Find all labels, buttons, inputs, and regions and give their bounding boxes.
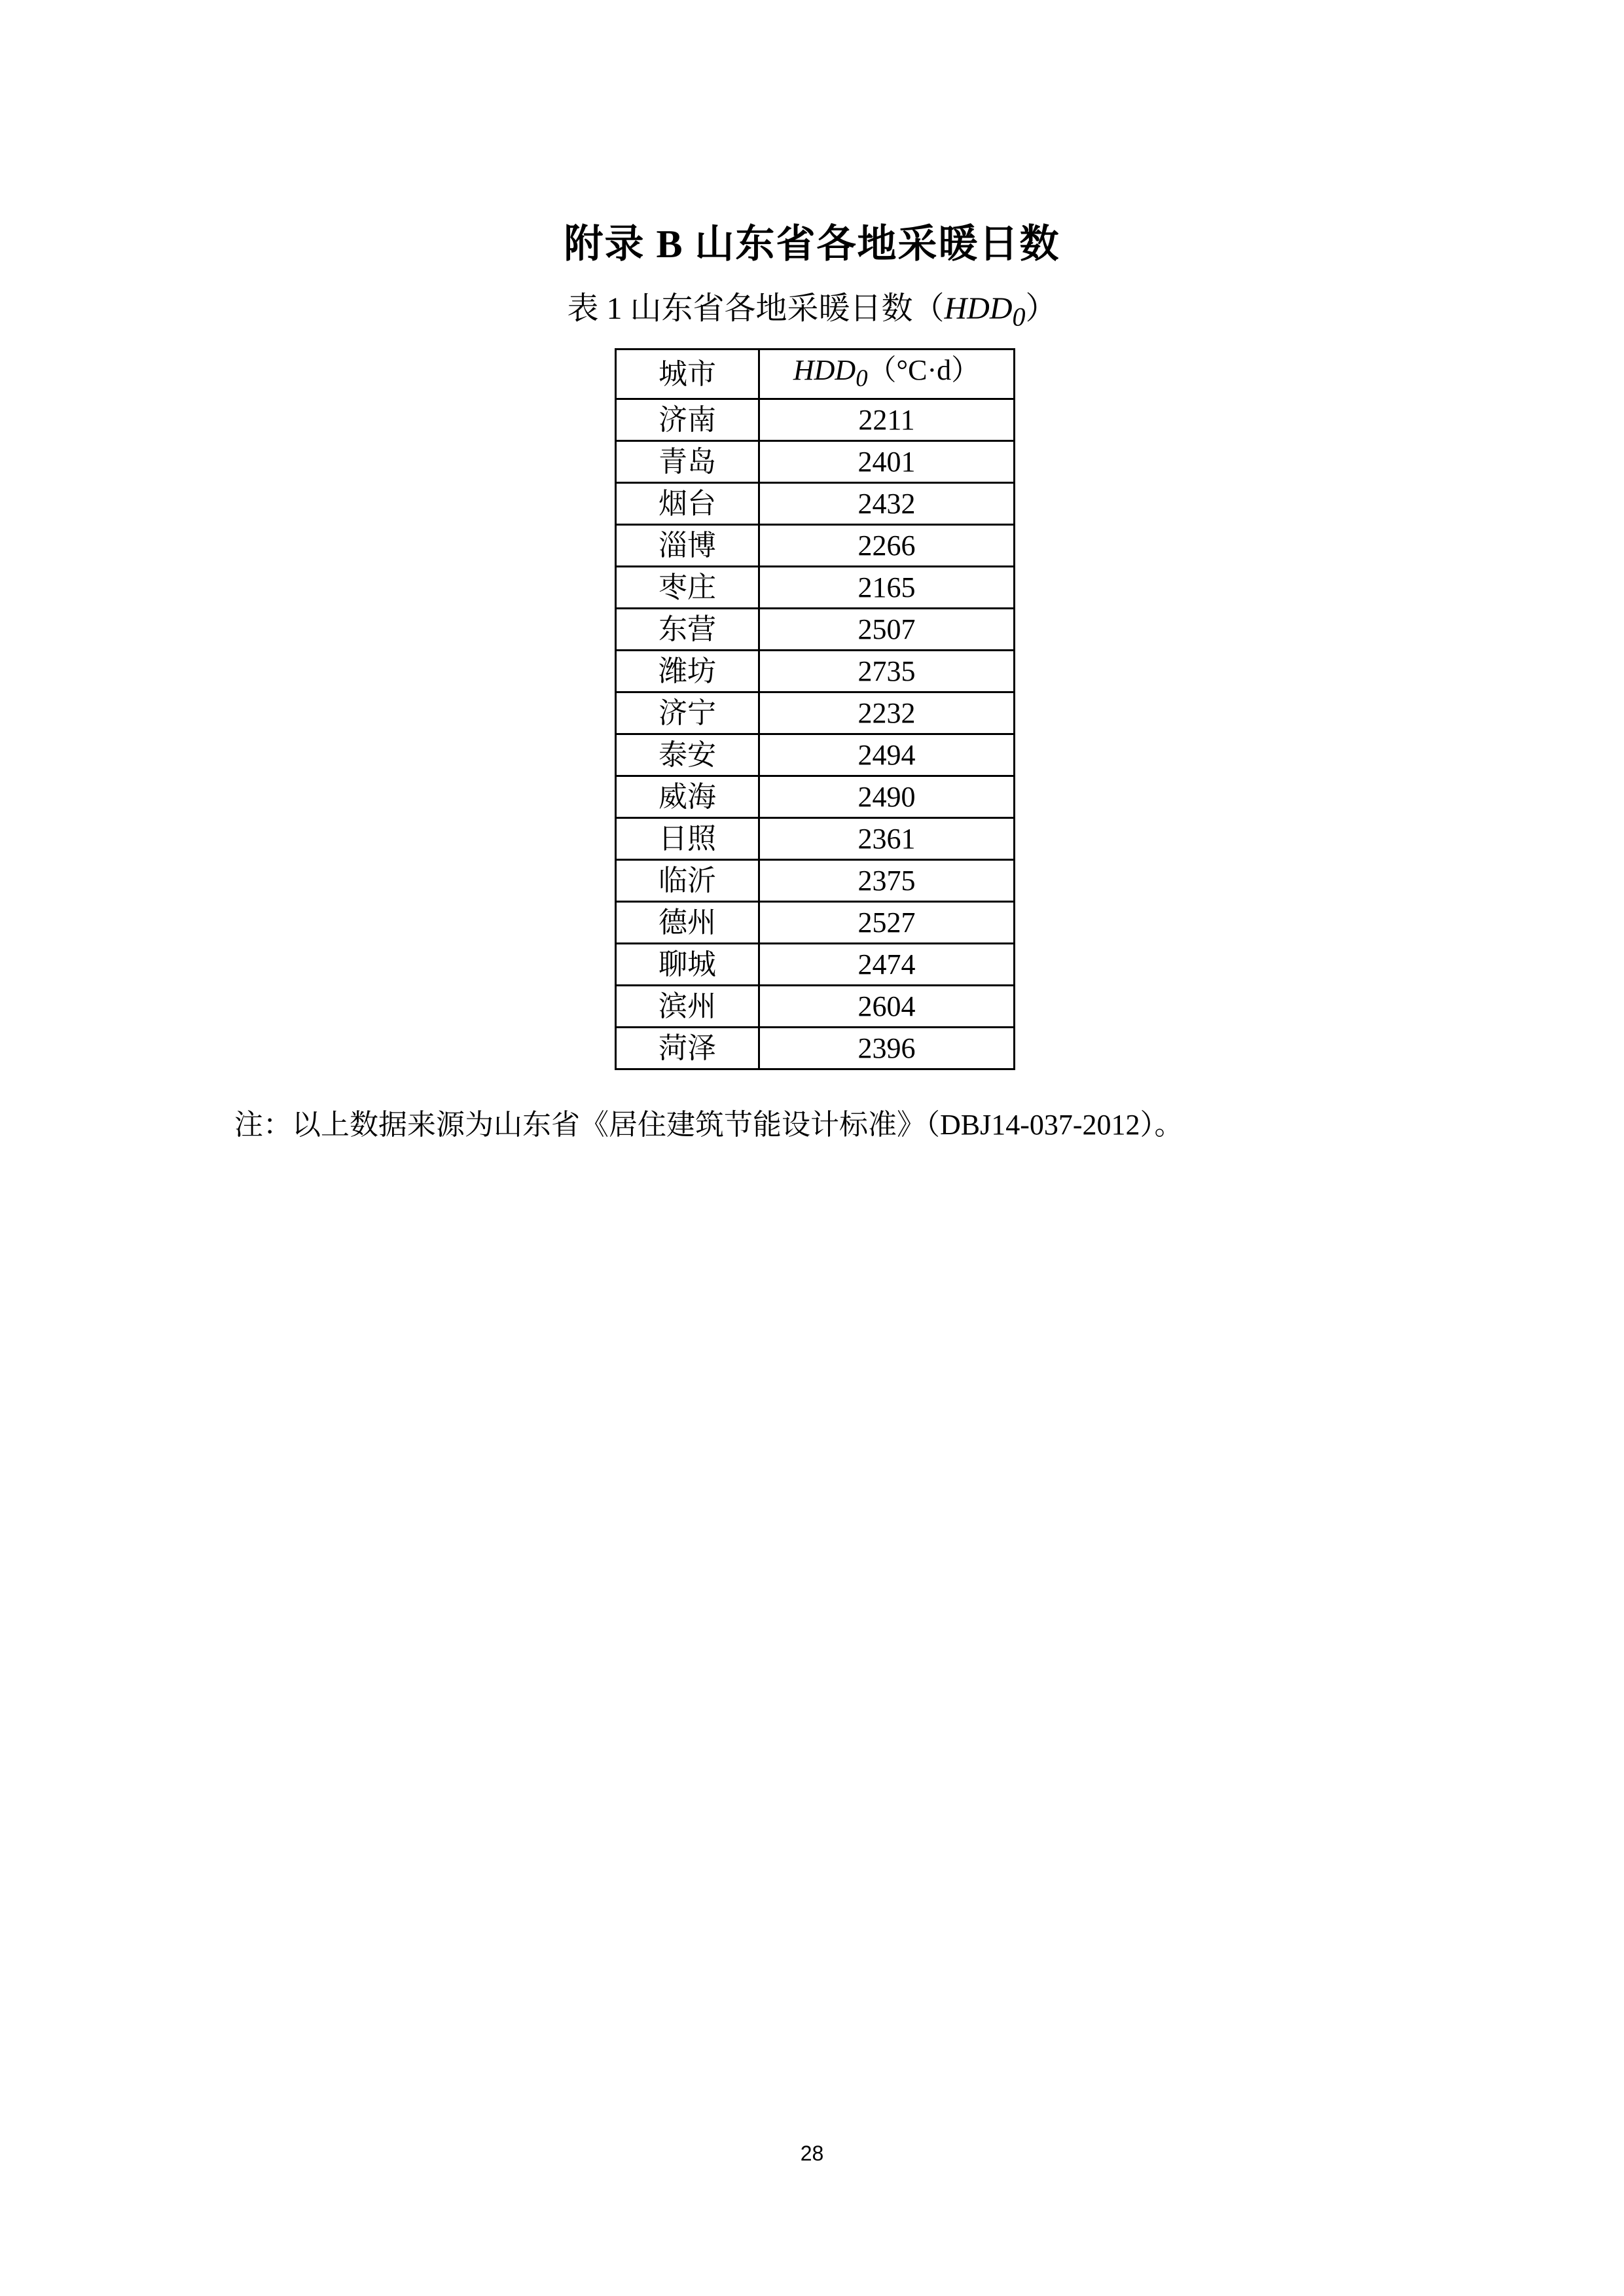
header-var: HDD (793, 354, 856, 386)
appendix-title: 附录 B 山东省各地采暖日数 (564, 223, 1060, 266)
hdd-value-cell: 2401 (759, 440, 1015, 482)
hdd-value-cell: 2604 (759, 985, 1015, 1027)
city-cell: 临沂 (616, 859, 759, 901)
city-cell: 聊城 (616, 943, 759, 985)
table-row (616, 566, 1015, 608)
hdd-value-cell: 2735 (759, 650, 1015, 692)
hdd-value-cell: 2266 (759, 524, 1015, 566)
header-sub: 0 (856, 364, 868, 391)
city-cell: 枣庄 (616, 566, 759, 608)
city-cell: 潍坊 (616, 650, 759, 692)
city-cell: 德州 (616, 901, 759, 943)
table-row (616, 943, 1015, 985)
hdd-value-cell: 2527 (759, 901, 1015, 943)
hdd-value-cell: 2232 (759, 692, 1015, 734)
city-cell: 济宁 (616, 692, 759, 734)
city-cell: 青岛 (616, 440, 759, 482)
page-number: 28 (800, 2142, 824, 2165)
city-cell: 泰安 (616, 734, 759, 776)
hdd-table (615, 348, 1015, 1070)
hdd-value-cell: 2396 (759, 1027, 1015, 1069)
table-row (616, 734, 1015, 776)
header-unit: （°C·d） (867, 354, 981, 386)
table-row (616, 440, 1015, 482)
header-value (759, 350, 1015, 399)
hdd-value-cell: 2211 (759, 399, 1015, 440)
source-note: 注：以上数据来源为山东省《居住建筑节能设计标准》（DBJ14-037-2012）。 (234, 1109, 1183, 1141)
caption-sub: 0 (1012, 302, 1026, 332)
table-row (616, 985, 1015, 1027)
table-row (616, 692, 1015, 734)
caption-suffix: ） (1025, 291, 1057, 326)
hdd-value-cell: 2375 (759, 859, 1015, 901)
table-row (616, 1027, 1015, 1069)
city-cell: 威海 (616, 776, 759, 817)
city-cell: 东营 (616, 608, 759, 650)
header-city: 城市 (616, 350, 759, 399)
caption-var: HDD (944, 291, 1013, 326)
table-row (616, 650, 1015, 692)
table-row (616, 524, 1015, 566)
hdd-value-cell: 2474 (759, 943, 1015, 985)
city-cell: 烟台 (616, 482, 759, 524)
hdd-value-cell: 2507 (759, 608, 1015, 650)
table-row (616, 776, 1015, 817)
hdd-value-cell: 2490 (759, 776, 1015, 817)
hdd-value-cell: 2165 (759, 566, 1015, 608)
city-cell: 日照 (616, 817, 759, 859)
table-row (616, 859, 1015, 901)
city-cell: 淄博 (616, 524, 759, 566)
table-row (616, 901, 1015, 943)
hdd-value-cell: 2432 (759, 482, 1015, 524)
table-header-row (616, 350, 1015, 399)
hdd-value-cell: 2494 (759, 734, 1015, 776)
city-cell: 济南 (616, 399, 759, 440)
city-cell: 滨州 (616, 985, 759, 1027)
table-caption (0, 283, 1624, 332)
city-cell: 菏泽 (616, 1027, 759, 1069)
table-row (616, 817, 1015, 859)
table-row (616, 399, 1015, 440)
hdd-value-cell: 2361 (759, 817, 1015, 859)
table-row (616, 608, 1015, 650)
caption-prefix: 表 1 山东省各地采暖日数（ (567, 291, 945, 326)
table-row (616, 482, 1015, 524)
